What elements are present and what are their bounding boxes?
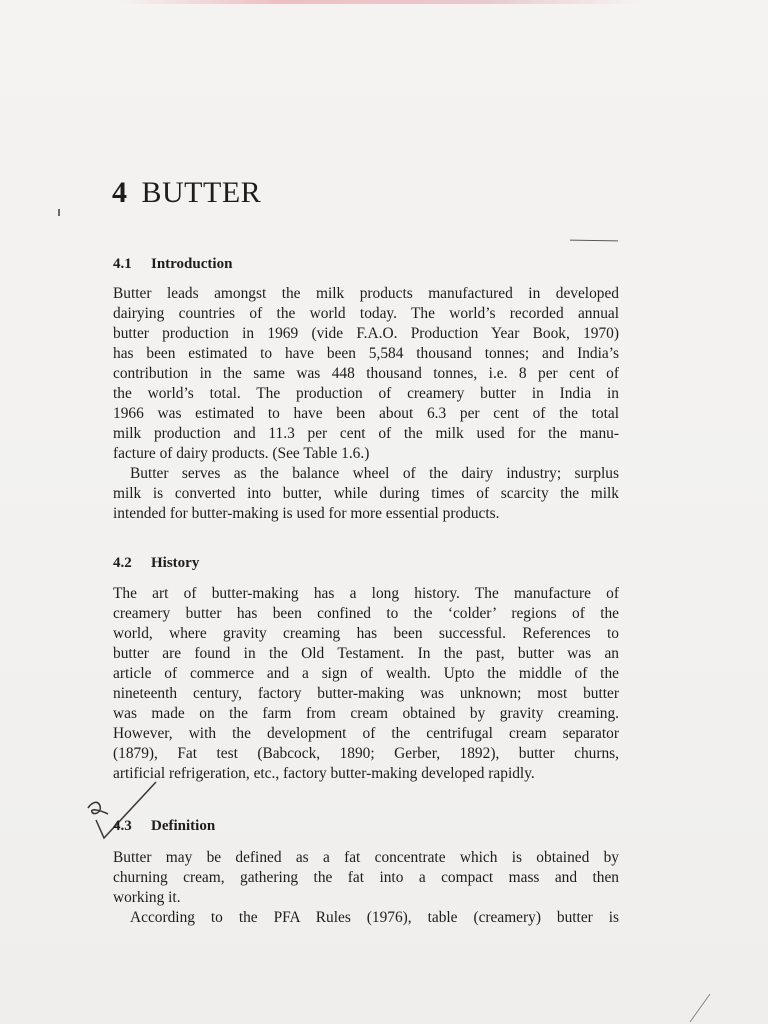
text-line: milk is converted into butter, while during times of scarcity the milk: [113, 485, 619, 502]
text-line: the world’s total. The production of creamery butter in India in: [113, 385, 619, 402]
text-line: contribution in the same was 448 thousand tonnes, i.e. 8 per cent of: [113, 365, 619, 382]
section-heading-definition: [113, 818, 215, 835]
corner-pen-mark: [688, 990, 718, 1024]
chapter-title-text: BUTTER: [141, 176, 262, 209]
text-line: 1966 was estimated to have been about 6.3 per cent of the total: [113, 405, 619, 422]
text-line: Butter leads amongst the milk products manufactured in developed: [113, 285, 619, 302]
definition-text: [113, 848, 619, 928]
text-line: nineteenth century, factory butter-making was unknown; most butter: [113, 685, 619, 702]
text-line: has been estimated to have been 5,584 thousand tonnes; and India’s: [113, 345, 619, 362]
text-line: The art of butter-making has a long history. The manufacture of: [113, 585, 619, 602]
text-line: churning cream, gathering the fat into a compact mass and then: [113, 869, 619, 886]
text-line: Butter may be defined as a fat concentrate which is obtained by: [113, 849, 619, 866]
chapter-number: 4: [112, 176, 128, 209]
text-line: According to the PFA Rules (1976), table (creamery) butter is: [130, 909, 619, 926]
chapter-title: [112, 176, 261, 210]
section-number: 4.2: [113, 555, 132, 571]
section-title: Definition: [151, 818, 216, 834]
text-line: Butter serves as the balance wheel of the dairy industry; surplus: [130, 465, 619, 482]
text-line: world, where gravity creaming has been successful. References to: [113, 625, 619, 642]
section-number: 4.3: [113, 818, 132, 834]
section-heading-history: [113, 555, 199, 572]
text-line: milk production and 11.3 per cent of the milk used for the manu-: [113, 425, 619, 442]
text-line: butter production in 1969 (vide F.A.O. Production Year Book, 1970): [113, 325, 619, 342]
text-line: (1879), Fat test (Babcock, 1890; Gerber, 1892), butter churns,: [113, 745, 619, 762]
introduction-text: [113, 284, 619, 524]
section-title: Introduction: [151, 256, 233, 272]
text-line: creamery butter has been confined to the ‘colder’ regions of the: [113, 605, 619, 622]
text-line: article of commerce and a sign of wealth. Upto the middle of the: [113, 665, 619, 682]
text-line: working it.: [113, 889, 181, 906]
text-line: artificial refrigeration, etc., factory butter-making developed rapidly.: [113, 765, 535, 782]
chapter-rule: [570, 240, 618, 242]
text-line: facture of dairy products. (See Table 1.6.): [113, 445, 370, 462]
page-top-edge: [120, 0, 640, 4]
handwritten-tick-mark: [86, 780, 166, 850]
history-text: [113, 584, 619, 784]
text-line: However, with the development of the centrifugal cream separator: [113, 725, 619, 742]
text-line: was made on the farm from cream obtained by gravity creaming.: [113, 705, 619, 722]
margin-mark: [58, 209, 60, 216]
text-line: intended for butter-making is used for more essential products.: [113, 505, 500, 522]
text-line: butter are found in the Old Testament. In the past, butter was an: [113, 645, 619, 662]
section-title: History: [151, 555, 200, 571]
section-number: 4.1: [113, 256, 132, 272]
text-line: dairying countries of the world today. The world’s recorded annual: [113, 305, 619, 322]
section-heading-introduction: [113, 256, 232, 273]
